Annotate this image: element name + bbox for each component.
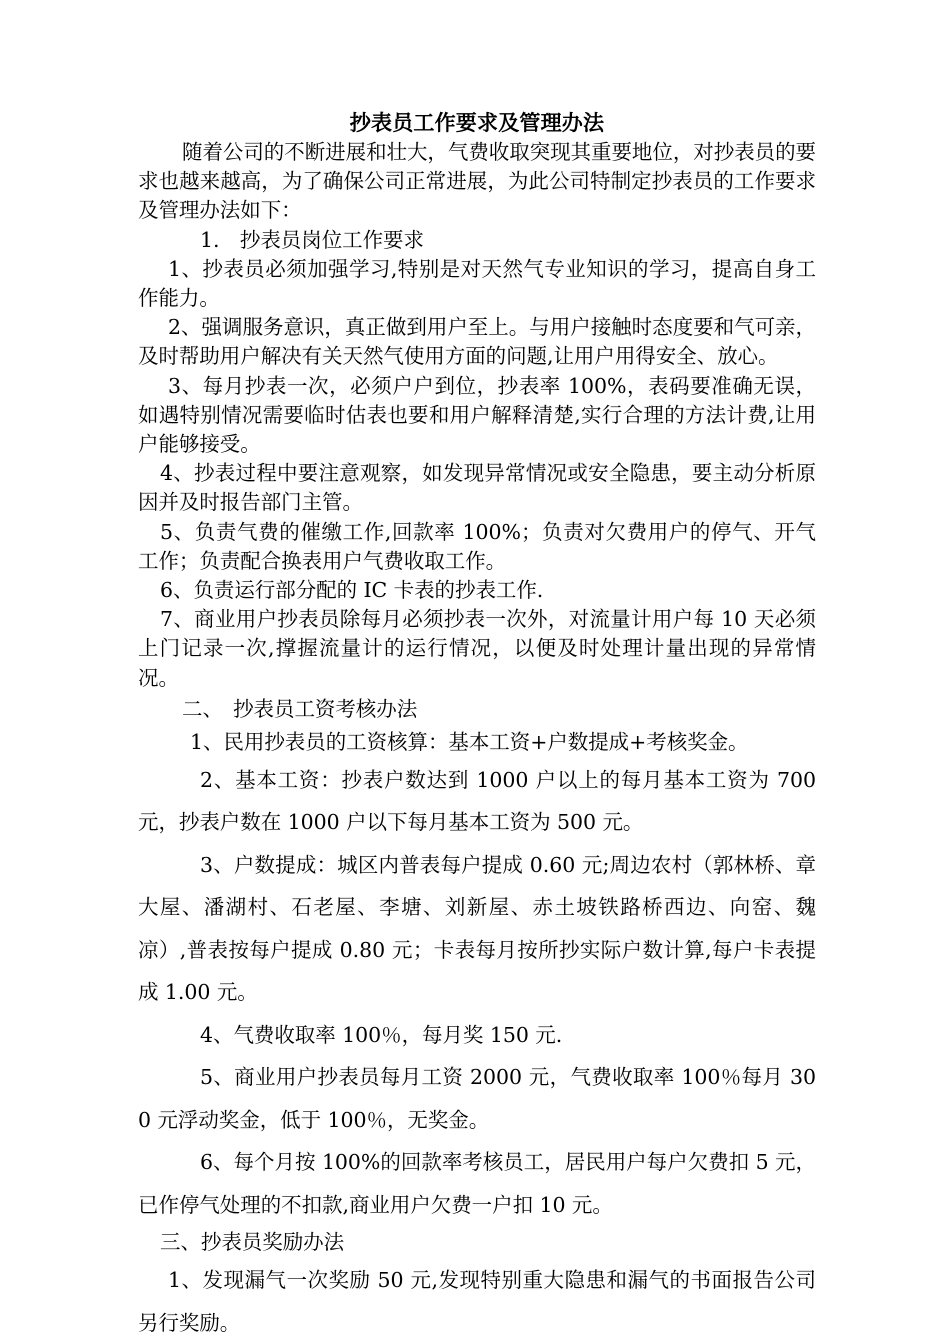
- section-three-item-1: 1、发现漏气一次奖励 50 元,发现特别重大隐患和漏气的书面报告公司另行奖励。: [138, 1268, 816, 1335]
- section-three-heading: 三、抄表员奖励办法: [160, 1230, 345, 1255]
- section-two-block: [138, 693, 816, 1227]
- section-one-item-5: 5、负责气费的催缴工作,回款率 100%；负责对欠费用户的停气、开气工作；负责配合换表用户气费收取工作。: [138, 519, 816, 573]
- section-one-item-4: 4、抄表过程中要注意观察，如发现异常情况或安全隐患，要主动分析原因并及时报告部门主管。: [138, 461, 816, 515]
- section-two-item-6: 6、每个月按 100%的回款率考核员工，居民用户每户欠费扣 5 元，已作停气处理的不扣款,商业用户欠费一户扣 10 元。: [138, 1150, 816, 1217]
- intro-paragraph: 随着公司的不断进展和壮大，气费收取突现其重要地位，对抄表员的要求也越来越高，为了确保公司正常进展，为此公司特制定抄表员的工作要求及管理办法如下：: [138, 140, 816, 223]
- section-three-block: [138, 1226, 816, 1344]
- document-body: [138, 108, 816, 1344]
- section-one-item-1: 1、抄表员必须加强学习,特别是对天然气专业知识的学习，提高自身工作能力。: [138, 256, 816, 311]
- section-two-item-3: 3、户数提成：城区内普表每户提成 0.60 元;周边农村（郭林桥、章大屋、潘湖村、石老屋、李塘、刘新屋、赤土坡铁路桥西边、向窑、魏凉）,普表按每户提成 0.80 元；卡表每月按所抄实际户数计算,每户卡表提成 1.00 元。: [138, 852, 816, 1005]
- section-one-heading: 1. 抄表员岗位工作要求: [200, 227, 424, 252]
- section-one-item-6: 6、负责运行部分配的 IC 卡表的抄表工作.: [160, 578, 544, 603]
- section-one-item-3: 3、每月抄表一次，必须户户到位，抄表率 100%，表码要准确无误，如遇特别情况需要临时估表也要和用户解释清楚,实行合理的方法计费,让用户能够接受。: [138, 373, 816, 457]
- section-two-item-2: 2、基本工资：抄表户数达到 1000 户以上的每月基本工资为 700 元，抄表户数在 1000 户以下每月基本工资为 500 元。: [138, 767, 816, 835]
- section-two-item-1: 1、民用抄表员的工资核算：基本工资+户数提成+考核奖金。: [190, 729, 749, 754]
- page-title: 抄表员工作要求及管理办法: [349, 110, 605, 135]
- section-one-item-2: 2、强调服务意识，真正做到用户至上。与用户接触时态度要和气可亲，及时帮助用户解决有关天然气使用方面的问题,让用户用得安全、放心。: [138, 315, 816, 369]
- section-one-block: [138, 138, 816, 693]
- section-two-heading: 二、 抄表员工资考核办法: [182, 696, 418, 721]
- section-two-item-5: 5、商业用户抄表员每月工资 2000 元，气费收取率 100％每月 300 元浮动奖金，低于 100％，无奖金。: [138, 1065, 816, 1132]
- section-one-item-7: 7、商业用户抄表员除每月必须抄表一次外，对流量计用户每 10 天必须上门记录一次,撑握流量计的运行情况，以便及时处理计量出现的异常情况。: [138, 607, 816, 690]
- section-two-item-4: 4、气费收取率 100％，每月奖 150 元.: [200, 1022, 563, 1047]
